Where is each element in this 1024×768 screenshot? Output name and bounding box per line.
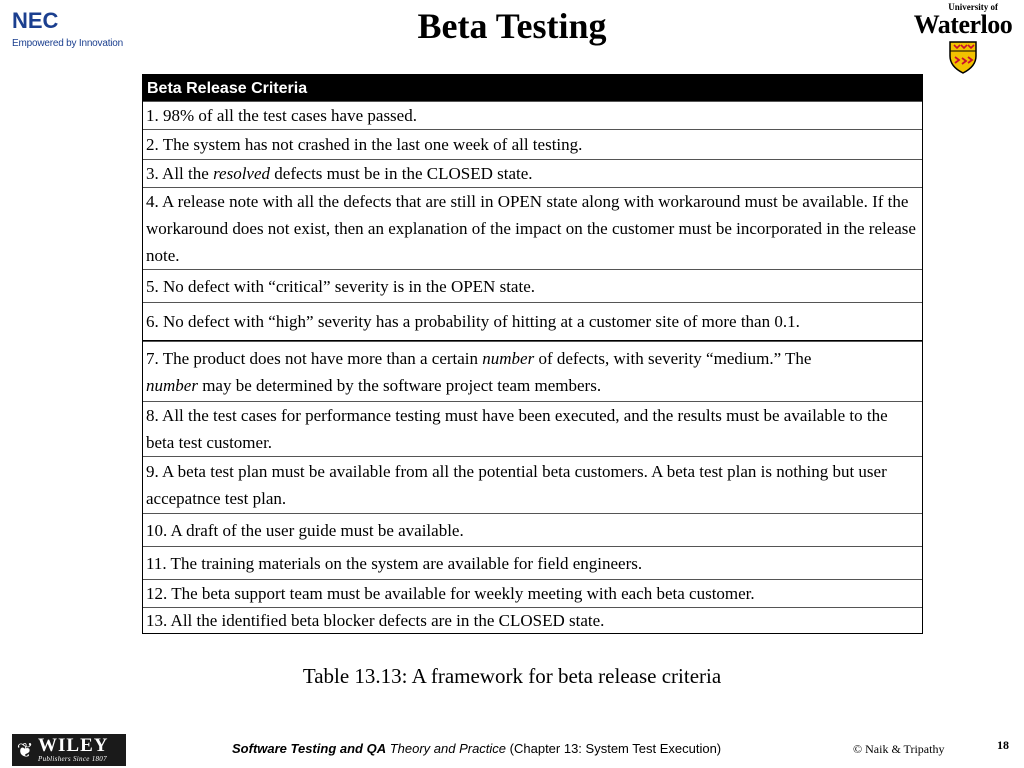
row-text: 3. All the resolved defects must be in the CLOSED state.: [146, 164, 533, 183]
table-row: [143, 159, 922, 187]
wiley-logo: [12, 734, 126, 766]
copyright: © Naik & Tripathy: [853, 742, 945, 756]
wiley-wordmark: WILEY: [38, 734, 109, 756]
table-row: [143, 341, 922, 401]
table-caption: Table 13.13: A framework for beta release criteria: [302, 664, 722, 688]
beta-release-criteria-table: [142, 74, 923, 634]
table-row: [143, 101, 922, 129]
wiley-since: Publishers Since 1807: [38, 754, 107, 763]
page-number: 18: [997, 738, 1009, 752]
table-row: [143, 546, 922, 579]
course-title: Software Testing and QA Theory and Practice (Chapter 13: System Test Execution): [232, 741, 722, 756]
row-text: 6. No defect with “high” severity has a probability of hitting at a customer site of more than 0.1.: [146, 312, 800, 331]
row-text: 10. A draft of the user guide must be available.: [146, 520, 464, 540]
table-header: Beta Release Criteria: [143, 75, 922, 101]
table-row: [143, 401, 922, 456]
waterloo-logo: [904, 2, 1022, 74]
row-text: 7. The product does not have more than a certain number of defects, with severity “medium.” The number may be determined by the software project team members.: [146, 348, 812, 395]
nec-tagline: Empowered by Innovation: [12, 38, 124, 49]
row-text: 4. A release note with all the defects that are still in OPEN state along with workaround must be available. If the workaround does not exist, then an explanation of the impact on the customer must be incorporated in the release note.: [146, 192, 916, 265]
slide-footer: [0, 728, 1024, 768]
row-text: 11. The training materials on the system are available for field engineers.: [146, 553, 643, 573]
table-row: [143, 269, 922, 302]
table-row: [143, 129, 922, 159]
table-row: [143, 579, 922, 607]
table-row: [143, 456, 922, 513]
waterloo-crest-icon: [948, 40, 978, 74]
table-row: [143, 187, 922, 269]
row-text: 1. 98% of all the test cases have passed.: [146, 106, 417, 125]
table-row: [143, 302, 922, 341]
slide-title: Beta Testing: [417, 6, 607, 46]
nec-wordmark: NEC: [12, 8, 59, 33]
waterloo-logo-wordmark: Waterloo: [913, 10, 1013, 39]
row-text: 9. A beta test plan must be available from all the potential beta customers. A beta test plan is nothing but user accepatnce test plan.: [146, 462, 887, 508]
waterloo-logo-small-text: University of: [948, 2, 998, 12]
row-text: 13. All the identified beta blocker defects are in the CLOSED state.: [146, 611, 605, 630]
row-text: 8. All the test cases for performance testing must have been executed, and the results must be available to the beta test customer.: [146, 406, 888, 452]
wiley-emblem-icon: ❦: [16, 738, 34, 762]
row-text: 5. No defect with “critical” severity is in the OPEN state.: [146, 276, 535, 296]
table-row: [143, 513, 922, 546]
table-row: [143, 607, 922, 633]
row-text: 2. The system has not crashed in the last one week of all testing.: [146, 135, 583, 154]
row-text: 12. The beta support team must be available for weekly meeting with each beta customer.: [146, 584, 755, 603]
